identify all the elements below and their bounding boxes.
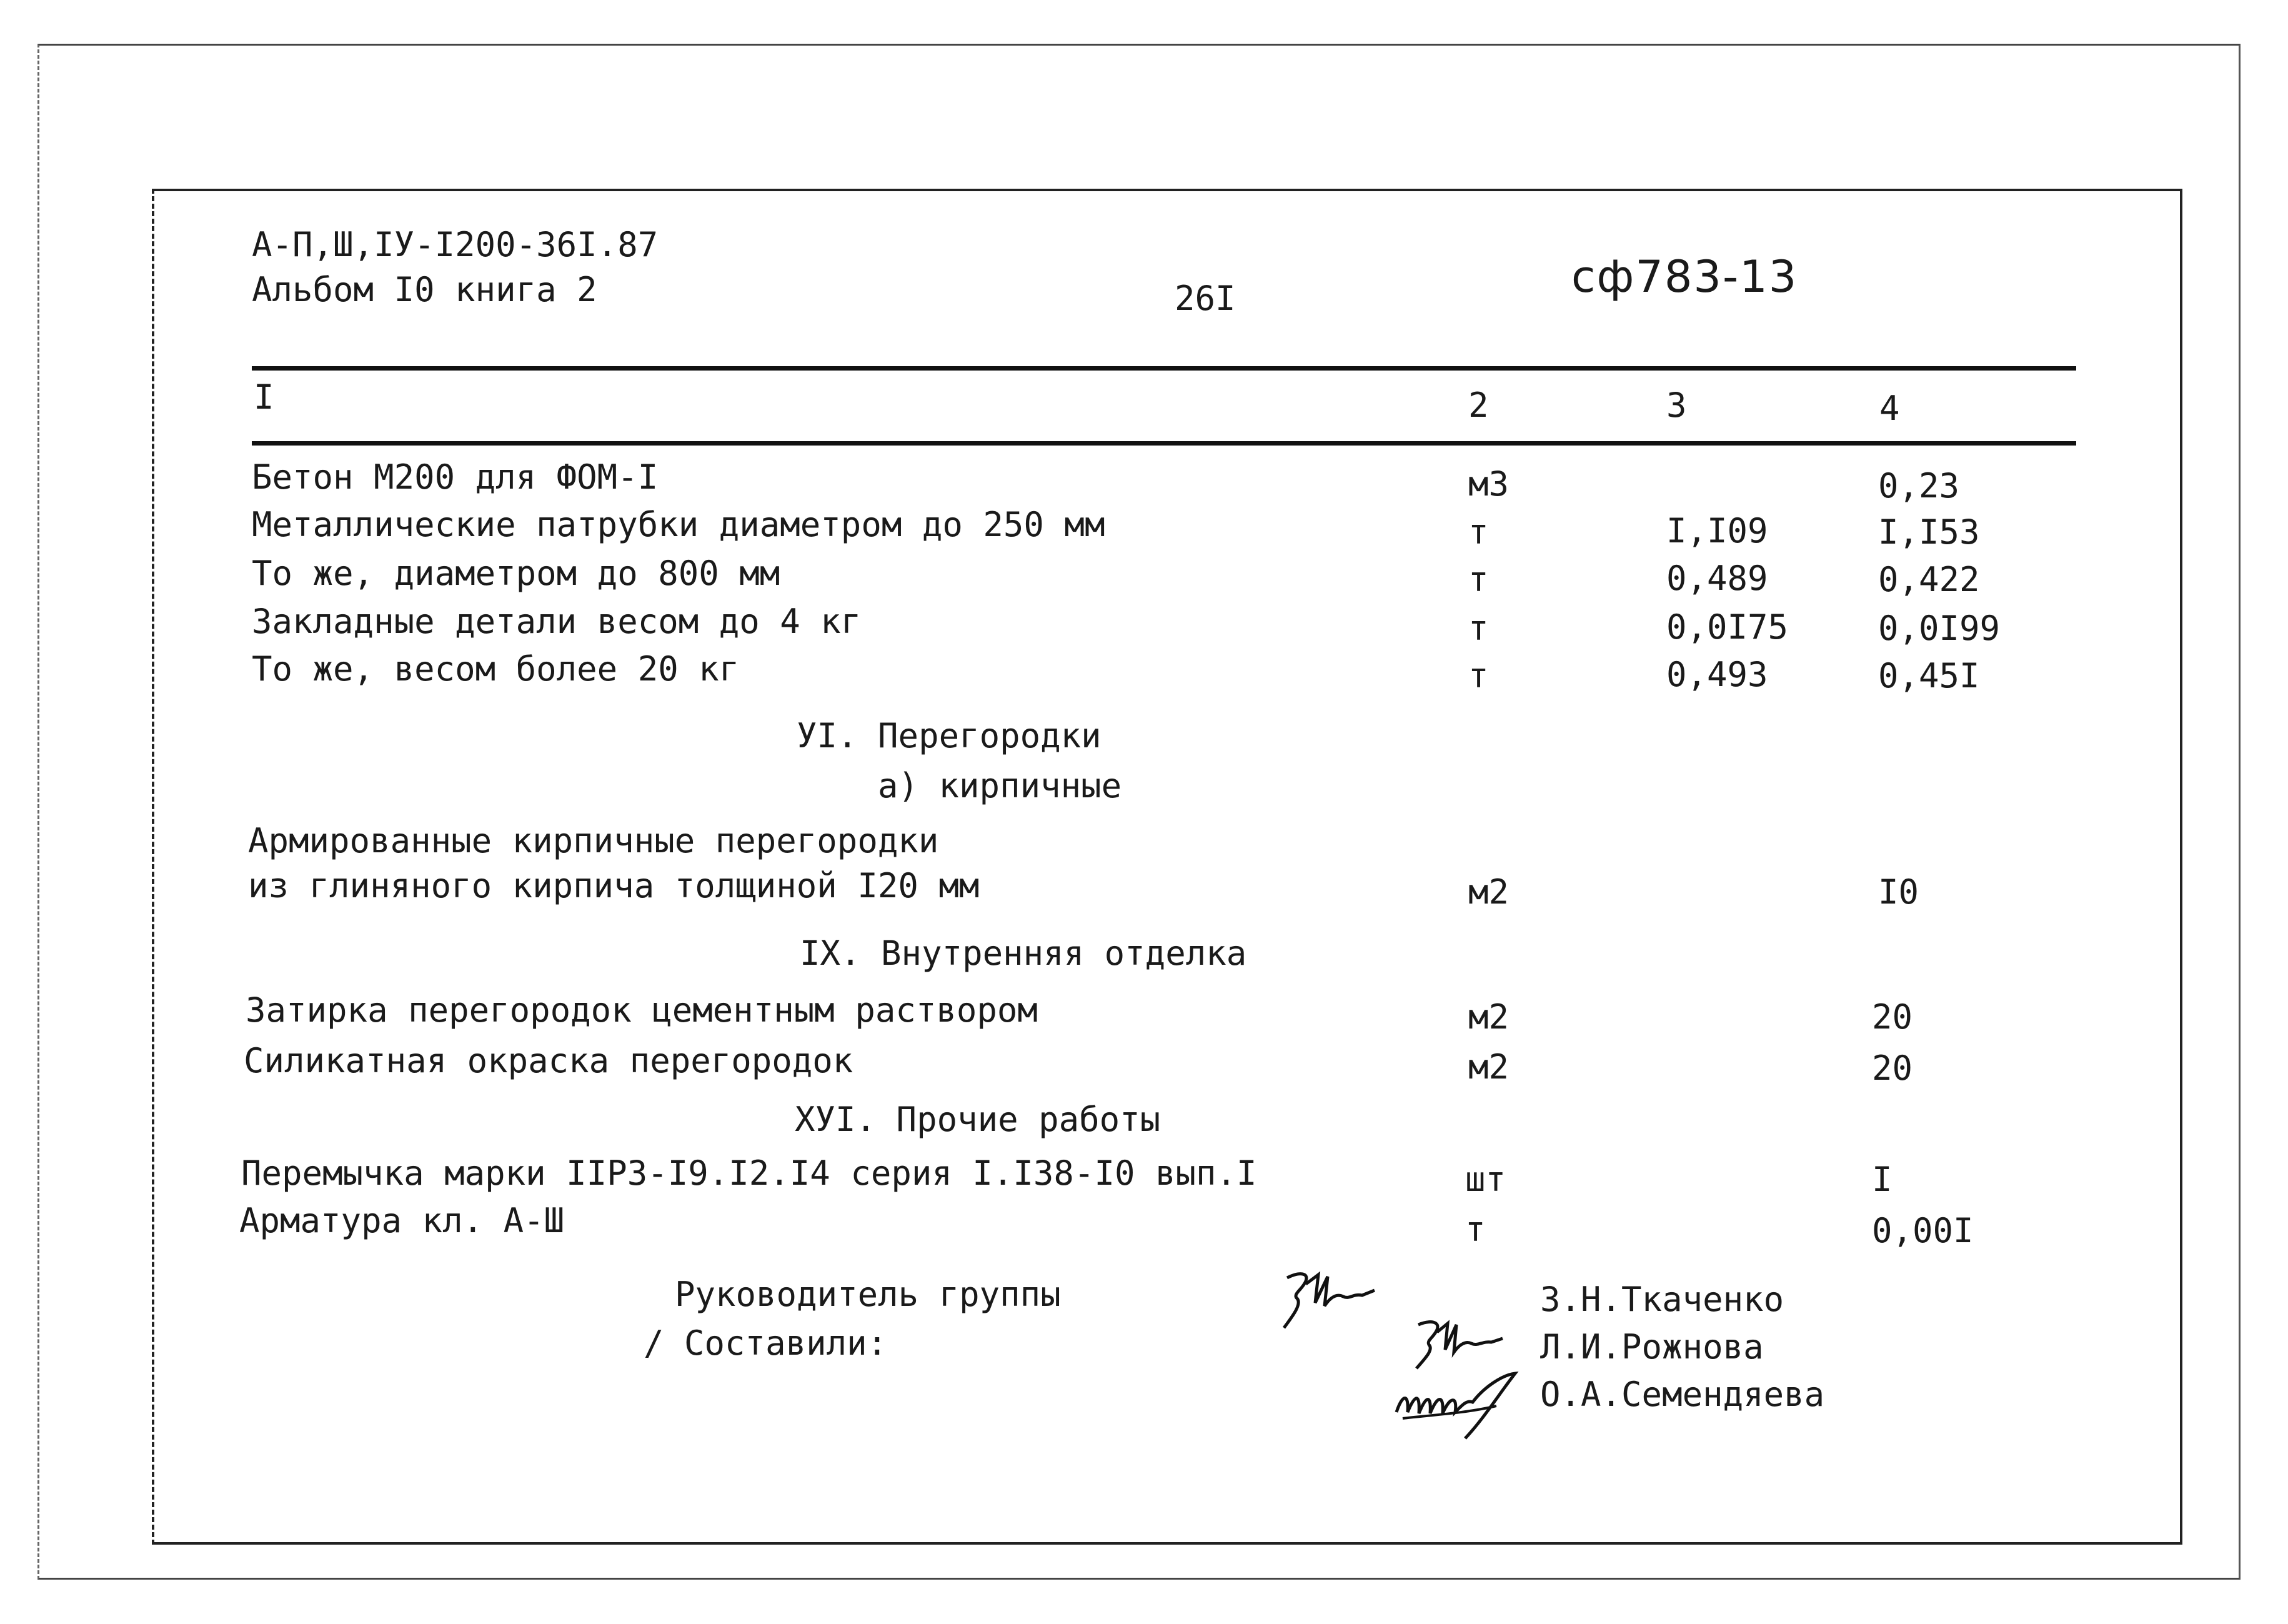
- row-unit: т: [1468, 512, 1489, 552]
- header-rule-top: [252, 366, 2076, 371]
- row-name: Армированные кирпичные перегородки: [248, 821, 939, 860]
- row-col4: I: [1872, 1160, 1893, 1199]
- row-name: То же, весом более 20 кг: [252, 649, 740, 689]
- row-unit: м2: [1468, 997, 1510, 1037]
- group-leader-label: Руководитель группы: [675, 1275, 1061, 1314]
- row-name: Металлические патрубки диаметром до 250 мм: [252, 505, 1105, 544]
- row-name: Арматура кл. А-Ш: [239, 1201, 565, 1240]
- row-unit: шт: [1465, 1160, 1506, 1199]
- row-unit: м2: [1468, 872, 1510, 912]
- column-header-2: 2: [1468, 386, 1489, 425]
- page-number: 26I: [1175, 279, 1236, 318]
- row-unit: т: [1468, 560, 1489, 599]
- signature-leader: [1275, 1259, 1393, 1334]
- signature-rozhnova: [1409, 1312, 1521, 1375]
- row-col4: 20: [1872, 997, 1913, 1037]
- row-col4: 0,45I: [1878, 656, 1980, 695]
- header-rule-bottom: [252, 441, 2076, 446]
- row-unit: т: [1468, 609, 1489, 648]
- section-heading-other-works: ХУI. Прочие работы: [795, 1100, 1161, 1139]
- row-unit: м3: [1468, 464, 1510, 504]
- document-code: А-П,Ш,IУ-I200-36I.87: [252, 225, 659, 264]
- row-name-continued: из глиняного кирпича толщиной I20 мм: [248, 866, 980, 905]
- column-header-1: I: [254, 377, 274, 417]
- row-col4: 0,422: [1878, 560, 1980, 599]
- signature-semendyaeva: [1390, 1368, 1540, 1443]
- row-col3: 0,489: [1666, 559, 1768, 598]
- compilers-label: / Составили:: [644, 1323, 888, 1363]
- column-header-4: 4: [1879, 389, 1900, 428]
- section-heading-partitions: УI. Перегородки: [797, 716, 1102, 755]
- signatory-name: З.Н.Ткаченко: [1540, 1280, 1784, 1319]
- row-col4: 0,0I99: [1878, 609, 2001, 648]
- row-name: Перемычка марки IIР3-I9.I2.I4 серия I.I38-I0 вып.I: [241, 1153, 1257, 1193]
- row-col3: 0,493: [1666, 655, 1768, 694]
- row-name: Силикатная окраска перегородок: [244, 1041, 853, 1080]
- row-col4: I,I53: [1878, 512, 1980, 552]
- section-heading-interior-finish: IX. Внутренняя отделка: [800, 934, 1247, 973]
- row-col4: 20: [1872, 1049, 1913, 1088]
- row-unit: т: [1465, 1210, 1486, 1249]
- row-col4: I0: [1878, 872, 1919, 912]
- row-name: Бетон М200 для ФОМ-I: [252, 457, 659, 497]
- row-col3: I,I09: [1666, 511, 1768, 550]
- row-col4: 0,23: [1878, 466, 1960, 506]
- row-unit: м2: [1468, 1047, 1510, 1087]
- row-unit: т: [1468, 656, 1489, 695]
- row-col3: 0,0I75: [1666, 607, 1789, 647]
- row-name: Закладные детали весом до 4 кг: [252, 602, 862, 641]
- section-subheading-brick: а) кирпичные: [878, 766, 1122, 805]
- row-col4: 0,00I: [1872, 1211, 1974, 1250]
- signatory-name: О.А.Семендяева: [1540, 1375, 1825, 1414]
- archive-stamp: сф783-13: [1571, 251, 1798, 302]
- album-label: Альбом I0 книга 2: [252, 270, 597, 309]
- row-name: Затирка перегородок цементным раствором: [246, 990, 1038, 1030]
- signatory-name: Л.И.Рожнова: [1540, 1327, 1764, 1367]
- column-header-3: 3: [1666, 386, 1687, 425]
- row-name: То же, диаметром до 800 мм: [252, 554, 780, 593]
